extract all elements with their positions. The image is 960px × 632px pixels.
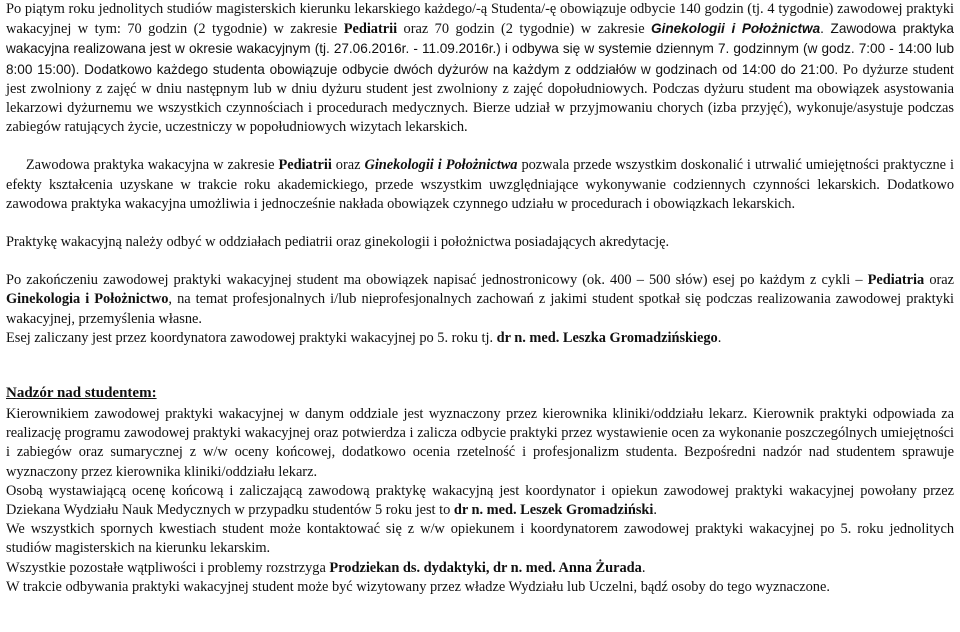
paragraph-requirements [6,0,954,137]
purpose-text-c: oraz [331,157,365,174]
paragraph-essay [6,271,954,329]
text-line-1: Po piątym roku jednolitych studiów magisterskich kierunku lekarskiego każdego/-ą Studenta/-ę obowiązuje odbycie 140 godzin [6,1,744,17]
essay-grading-text: Esej zaliczany jest przez koordynatora zawodowej praktyki wakacyjnej po 5. roku tj. [6,329,497,346]
paragraph-supervisor: Kierownikiem zawodowej praktyki wakacyjnej w danym oddziale jest wyznaczony przez kierownika kliniki/oddziału lekarz. Kierownik praktyki odpowiada za realizację programu zawodowej praktyki wakacyjnej oraz potwierdza i zalicza odbycie praktyki przez wystawienie ocen za wykonanie poszczególnych umiejętności i zabiegów oraz sumarycznej z w/w oceny końcowej, dodatkowo ocenia rzetelność i profesjonalizm studenta. Bezpośredni nadzór nad studentem sprawuje wyznaczony przez kierownika kliniki/oddziału lekarz. [6,406,954,480]
schedule-text: . Zawodowa praktyka wakacyjna realizowana jest w okresie wakacyjnym (tj. 27.06.2016r. - 11.09.2016r.) i odbywa się w systemie dziennym 7. godzinnym (w godz. 7:00 - 14:00 lub 8:00 15:00). Dodatkowo każdego studenta obowiązuje odbycie dwóch dyżurów na każdym z oddziałów w godzinach od 14:00 do 21:00. [6,21,954,77]
purpose-bold-gynecology: Ginekologii i Położnictwa [364,157,518,174]
text-line-2-end: oraz 70 godzin (2 tygodnie) w zakresie [397,21,645,38]
text-line-2: (tj. 4 tygodnie) zawodowej praktyki wakacyjnej w tym: 70 godzin (2 tygodnie) w zakresie [6,1,955,38]
final-grade-text: Osobą wystawiającą ocenę końcową i zaliczającą zawodową praktykę wakacyjną jest koordynator i opiekun zawodowej praktyki wakacyjnej powołany przez Dziekana Wydziału Nauk Medycznych w przypadku studentów 5 roku jest to [6,482,954,519]
essay-coordinator-name: dr n. med. Leszka Gromadzińskiego [496,329,718,346]
paragraph-final-grade [6,482,954,520]
duty-text: Po dyżurze student jest zwolniony z zajęć w dniu następnym lub w dniu dyżuru student jest zwolniony z zajęć dopołudniowych. Podczas dyżuru student ma obowiązek asystowania lekarzowi dyżurnemu we wszystkich czynnościach i procedurach medycznych. Bierze udział w przyjmowaniu chorych (izba przyjęć), wykonuje/asystuje podczas zabiegów ratujących życie, uczestniczy w popołudniowych wizytach lekarskich. [6,61,954,136]
paragraph-purpose [6,156,954,214]
paragraph-inspection: W trakcie odbywania praktyki wakacyjnej student może być wizytowany przez władze Wydziału lub Uczelni, bądź osoby do tego wyznaczone. [6,578,830,595]
doubts-text: Wszystkie pozostałe wątpliwości i problemy rozstrzyga [6,559,330,576]
bold-gynecology: Ginekologii i Położnictwa [651,21,821,37]
section-heading-supervision: Nadzór nad studentem: [6,385,157,402]
essay-bold-pediatria: Pediatria [867,272,925,289]
doubts-end: . [641,559,646,576]
essay-grading-end: . [717,329,722,346]
essay-text-c: oraz [924,272,955,289]
bold-pediatrics: Pediatrii [343,21,398,38]
paragraph-disputes: We wszystkich spornych kwestiach student może kontaktować się z w/w opiekunem i koordynatorem zawodowej praktyki wakacyjnej po 5. roku jednolitych studiów magisterskich na kierunku lekarskim. [6,521,954,557]
paragraph-doubts [6,559,954,578]
paragraph-accreditation: Praktykę wakacyjną należy odbyć w oddziałach pediatrii oraz ginekologii i położnictwa posiadających akredytację. [6,234,670,251]
essay-text-e: , na temat profesjonalnych i/lub nieprofesjonalnych zachowań z jakimi student spotkał się podczas realizowania zawodowej praktyki wakacyjnej, przemyślenia własne. [6,291,954,327]
essay-text-a: Po zakończeniu zawodowej praktyki wakacyjnej student ma obowiązek napisać jednostronicowy (ok. 400 – 500 słów) esej po każdym z cykli – [6,272,868,289]
paragraph-essay-grading [6,329,954,348]
essay-bold-ginekologia: Ginekologia i Położnictwo [6,291,169,308]
vice-dean-name: Prodziekan ds. dydaktyki, dr n. med. Anna Żurada [329,559,642,576]
final-grade-coordinator: dr n. med. Leszek Gromadziński [453,502,654,519]
final-grade-end: . [653,502,657,519]
purpose-bold-pediatrics: Pediatrii [278,157,332,174]
purpose-text-e: pozwala przede wszystkim doskonalić i utrwalić umiejętności praktyczne i efekty kształcenia uzyskane w trakcie roku akademickiego, przede wszystkim uwzględniające wykonywanie codziennych czynności lekarskich. Dodatkowo zawodowa praktyka wakacyjna umożliwia i jednocześnie nakłada obowiązek czynnego udziału w procedurach i obowiązkach lekarskich. [6,157,954,212]
purpose-text-a: Zawodowa praktyka wakacyjna w zakresie [25,157,279,174]
